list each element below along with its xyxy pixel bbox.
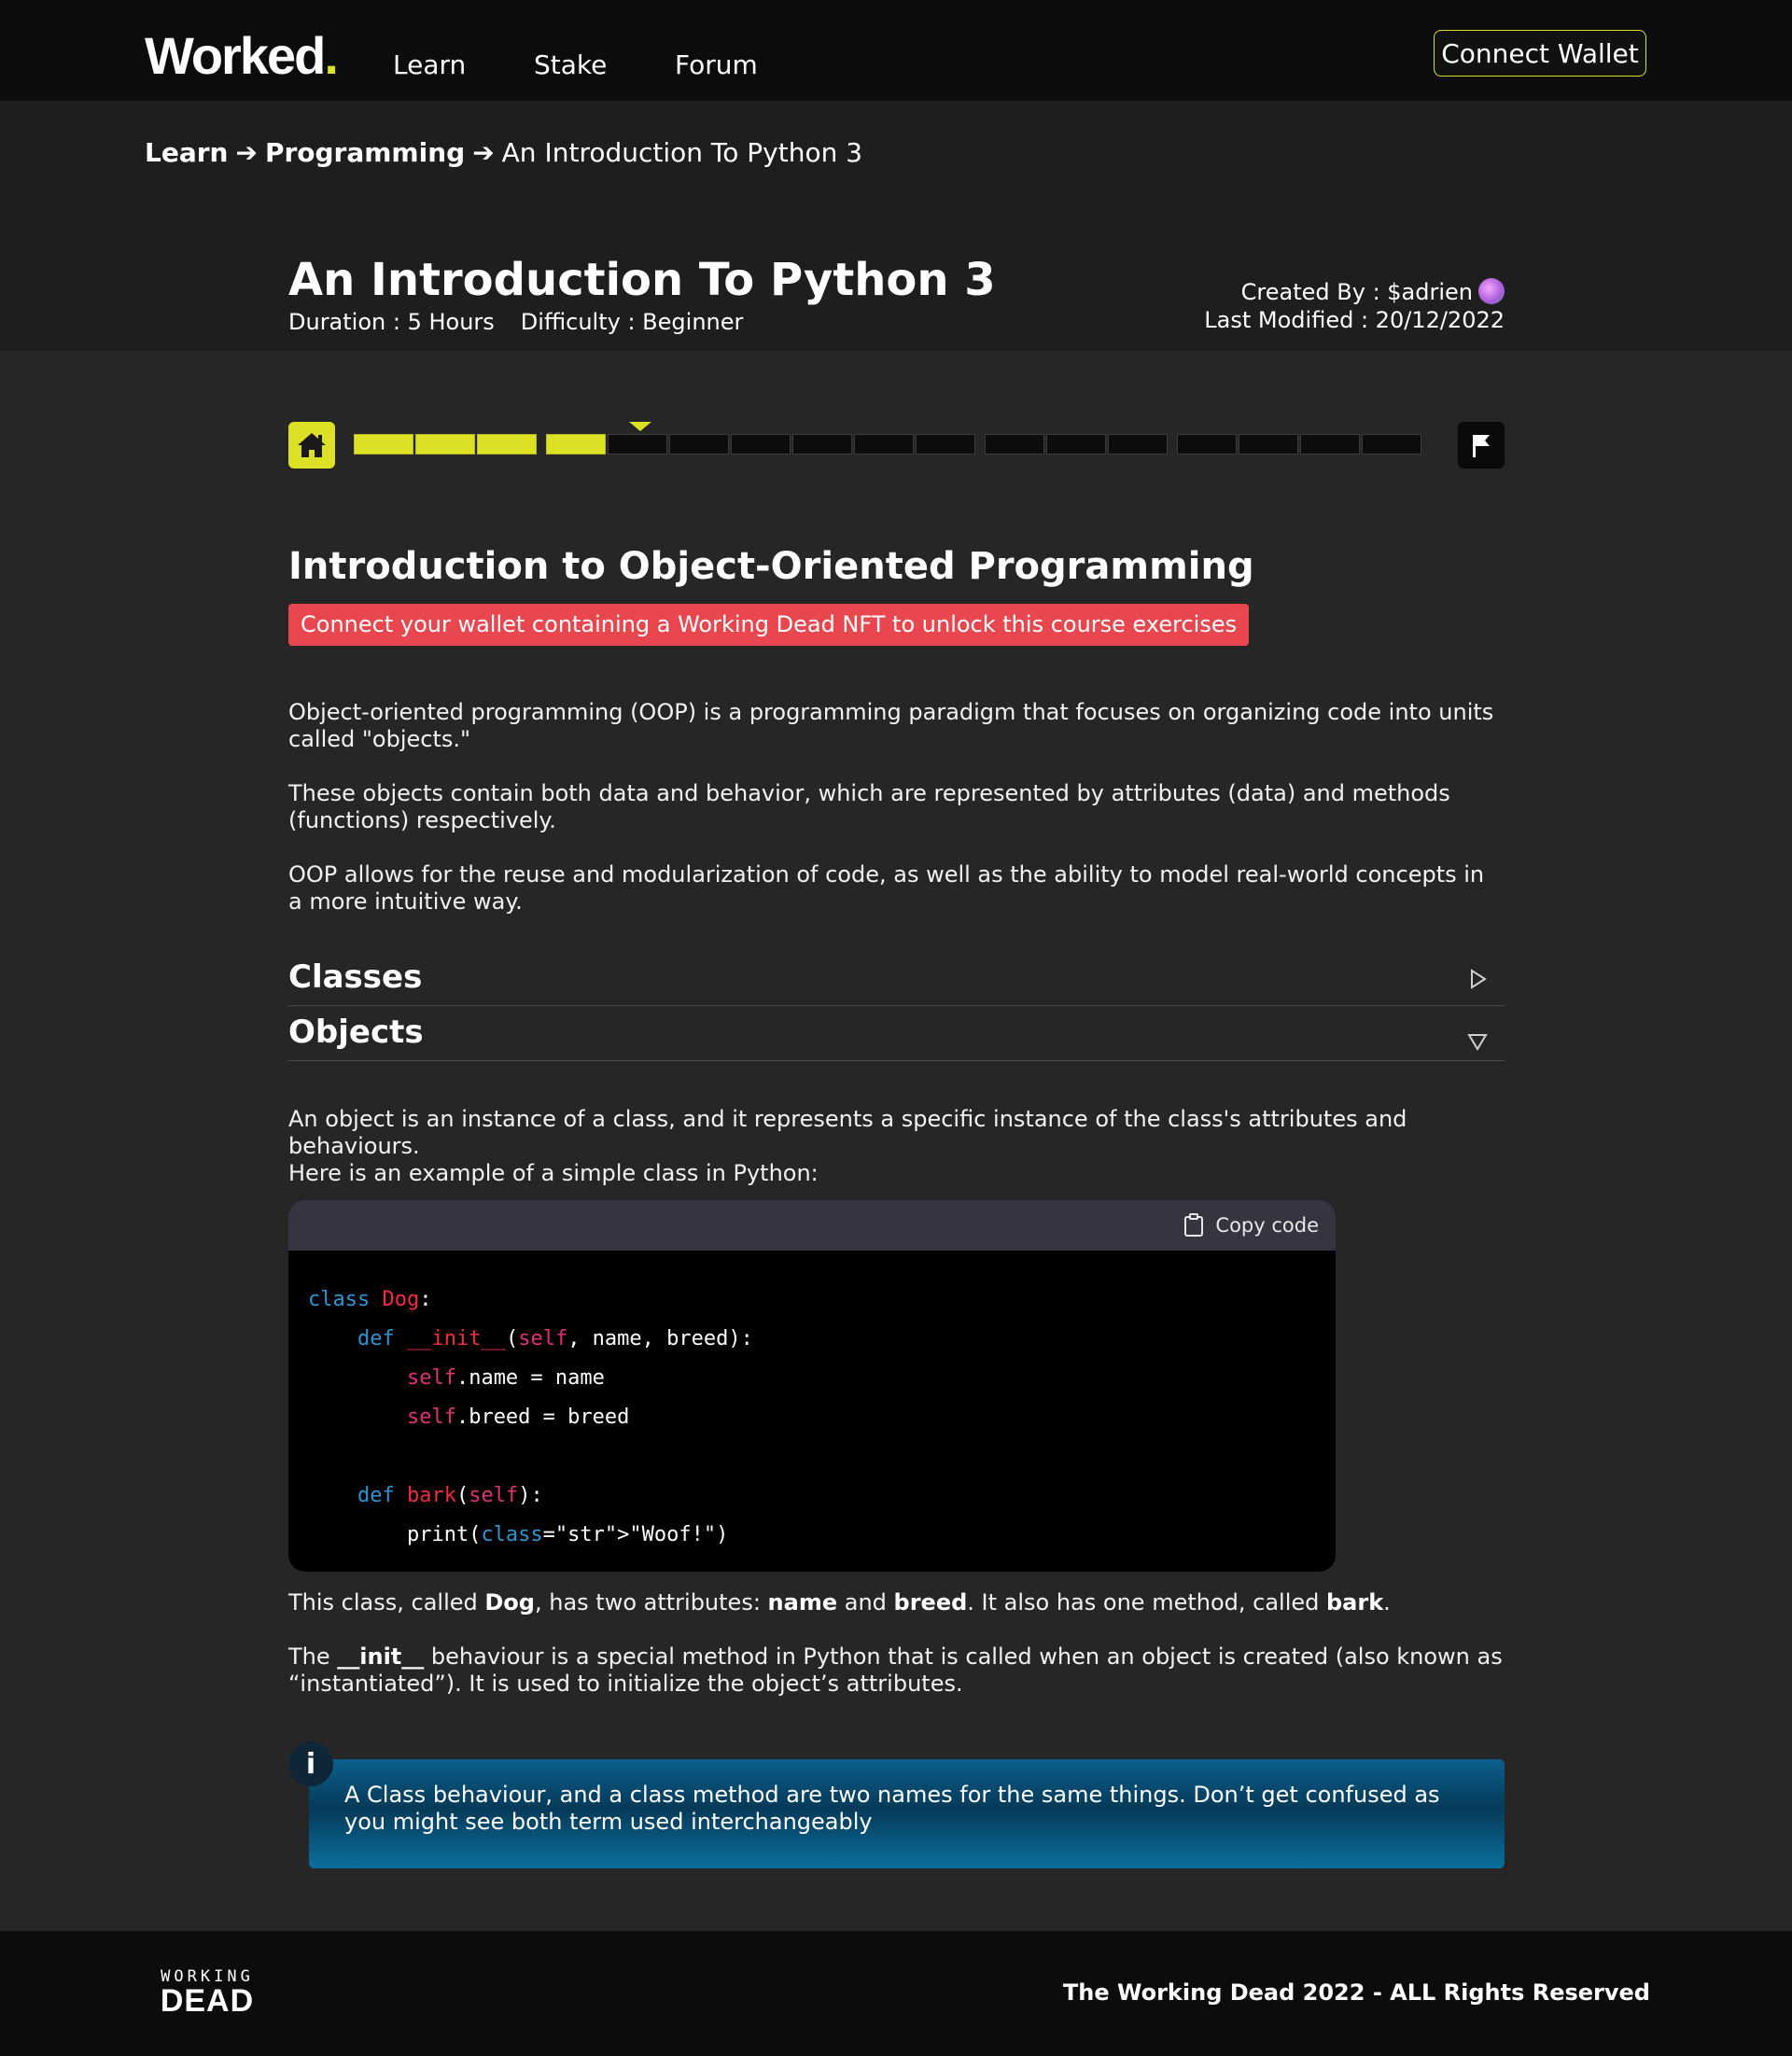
progress-segment-pending[interactable] — [731, 434, 791, 455]
code-line: self.breed = breed — [406, 1406, 630, 1429]
current-position-marker-icon — [628, 421, 652, 432]
course-progress-bar — [354, 434, 1423, 455]
lesson-title: Introduction to Object-Oriented Programming — [288, 545, 1254, 588]
progress-segment-complete[interactable] — [354, 434, 413, 455]
bold-term: Dog — [484, 1589, 535, 1615]
breadcrumb-arrow-icon: ➔ — [472, 137, 495, 168]
worked-logo[interactable] — [145, 26, 337, 86]
expand-arrow-icon — [1467, 969, 1488, 989]
collapse-arrow-icon — [1467, 1031, 1488, 1052]
progress-segment-pending[interactable] — [792, 434, 852, 455]
code-block — [288, 1200, 1336, 1572]
bold-term: breed — [893, 1589, 968, 1615]
bold-term: name — [767, 1589, 838, 1615]
info-callout: A Class behaviour, and a class method are two names for the same things. Don’t get confused as you might see both term used interchangeably — [309, 1759, 1505, 1868]
breadcrumb-arrow-icon: ➔ — [235, 137, 258, 168]
progress-segment-pending[interactable] — [1239, 434, 1298, 455]
home-button[interactable] — [288, 422, 335, 469]
explain-paragraph — [288, 1643, 1505, 1698]
author-avatar[interactable] — [1478, 278, 1505, 304]
course-meta — [288, 308, 743, 336]
created-by: Created By : $adrien — [1240, 279, 1473, 305]
text-span: . It also has one method, called — [967, 1589, 1326, 1615]
progress-segment-pending[interactable] — [1362, 434, 1421, 455]
code-block-header — [288, 1200, 1336, 1251]
intro-paragraph: Object-oriented programming (OOP) is a programming paradigm that focuses on organizing code into units called "objects." — [288, 699, 1494, 752]
bold-term: __init__ — [337, 1643, 425, 1670]
course-difficulty: Difficulty : Beginner — [520, 309, 744, 335]
created-by-row — [1204, 278, 1505, 306]
code-content[interactable] — [288, 1251, 1336, 1555]
progress-segment-pending[interactable] — [1108, 434, 1168, 455]
bold-term: bark — [1326, 1589, 1384, 1615]
flag-icon — [1469, 431, 1493, 459]
code-line: class Dog: — [308, 1288, 432, 1311]
text-span: and — [837, 1589, 894, 1615]
copyright-text: The Working Dead 2022 - ALL Rights Reserved — [1062, 1979, 1650, 2006]
accordion-classes[interactable] — [288, 952, 1505, 1006]
progress-segment-pending[interactable] — [1046, 434, 1106, 455]
nav-link-forum[interactable]: Forum — [675, 49, 758, 80]
code-line: def __init__(self, name, breed): — [357, 1327, 753, 1350]
progress-segment-pending[interactable] — [669, 434, 729, 455]
course-title: An Introduction To Python 3 — [288, 254, 996, 306]
code-line — [308, 1437, 1336, 1476]
logo-bottom-text: DEAD — [160, 1983, 255, 2019]
breadcrumb-current: An Introduction To Python 3 — [501, 137, 863, 168]
last-modified: Last Modified : 20/12/2022 — [1204, 307, 1505, 333]
accordion-title: Objects — [288, 1014, 424, 1051]
progress-segment-pending[interactable] — [1177, 434, 1237, 455]
nav-link-learn[interactable]: Learn — [393, 49, 467, 80]
progress-segment-complete[interactable] — [546, 434, 606, 455]
progress-segment-complete[interactable] — [415, 434, 475, 455]
home-icon — [296, 431, 328, 459]
copy-code-label: Copy code — [1215, 1214, 1319, 1237]
text-span: . — [1383, 1589, 1391, 1615]
progress-segment-pending[interactable] — [854, 434, 914, 455]
logo-top-text: WORKING — [161, 1967, 254, 1986]
text-span: The — [288, 1643, 338, 1670]
breadcrumb-programming[interactable]: Programming — [264, 137, 466, 168]
intro-paragraph: OOP allows for the reuse and modularization of code, as well as the ability to model real-world concepts in a more intuitive way. — [288, 861, 1485, 915]
code-line: self.name = name — [406, 1366, 605, 1390]
logo-dot: . — [324, 26, 337, 85]
objects-paragraph: An object is an instance of a class, and it represents a specific instance of the class's attributes and behaviours. — [288, 1106, 1407, 1159]
wallet-warning-banner: Connect your wallet containing a Working Dead NFT to unlock this course exercises — [288, 604, 1249, 646]
objects-paragraph: Here is an example of a simple class in Python: — [288, 1160, 819, 1186]
nav-link-stake[interactable]: Stake — [534, 49, 608, 80]
code-line: def bark(self): — [357, 1484, 543, 1507]
progress-segment-pending[interactable] — [916, 434, 975, 455]
course-info — [1204, 278, 1505, 334]
clipboard-icon — [1183, 1213, 1204, 1238]
accordion-objects[interactable] — [288, 1007, 1505, 1061]
finish-button[interactable] — [1458, 422, 1505, 469]
text-span: , has two attributes: — [534, 1589, 768, 1615]
progress-segment-complete[interactable] — [477, 434, 537, 455]
course-duration: Duration : 5 Hours — [288, 309, 495, 335]
intro-paragraph: These objects contain both data and behavior, which are represented by attributes (data) and methods (functions) respectively. — [288, 780, 1450, 833]
progress-segment-pending[interactable] — [985, 434, 1044, 455]
logo-text: Worked — [145, 26, 325, 85]
accordion-title: Classes — [288, 958, 423, 996]
text-span: behaviour is a special method in Python that is called when an object is created (also known as “instantiated”). It is used to initialize the object’s attributes. — [288, 1643, 1503, 1697]
connect-wallet-button[interactable]: Connect Wallet — [1434, 30, 1646, 77]
progress-segment-pending[interactable] — [1300, 434, 1360, 455]
code-line: print(class="str">"Woof!") — [308, 1523, 729, 1546]
explain-paragraph — [288, 1589, 1505, 1616]
working-dead-logo[interactable] — [149, 1968, 265, 2017]
breadcrumb-learn[interactable]: Learn — [145, 137, 229, 168]
text-span: This class, called — [288, 1589, 485, 1615]
breadcrumb — [145, 136, 862, 170]
progress-segment-pending[interactable] — [608, 434, 667, 455]
copy-code-button[interactable] — [1183, 1213, 1319, 1238]
info-icon: i — [288, 1741, 333, 1786]
